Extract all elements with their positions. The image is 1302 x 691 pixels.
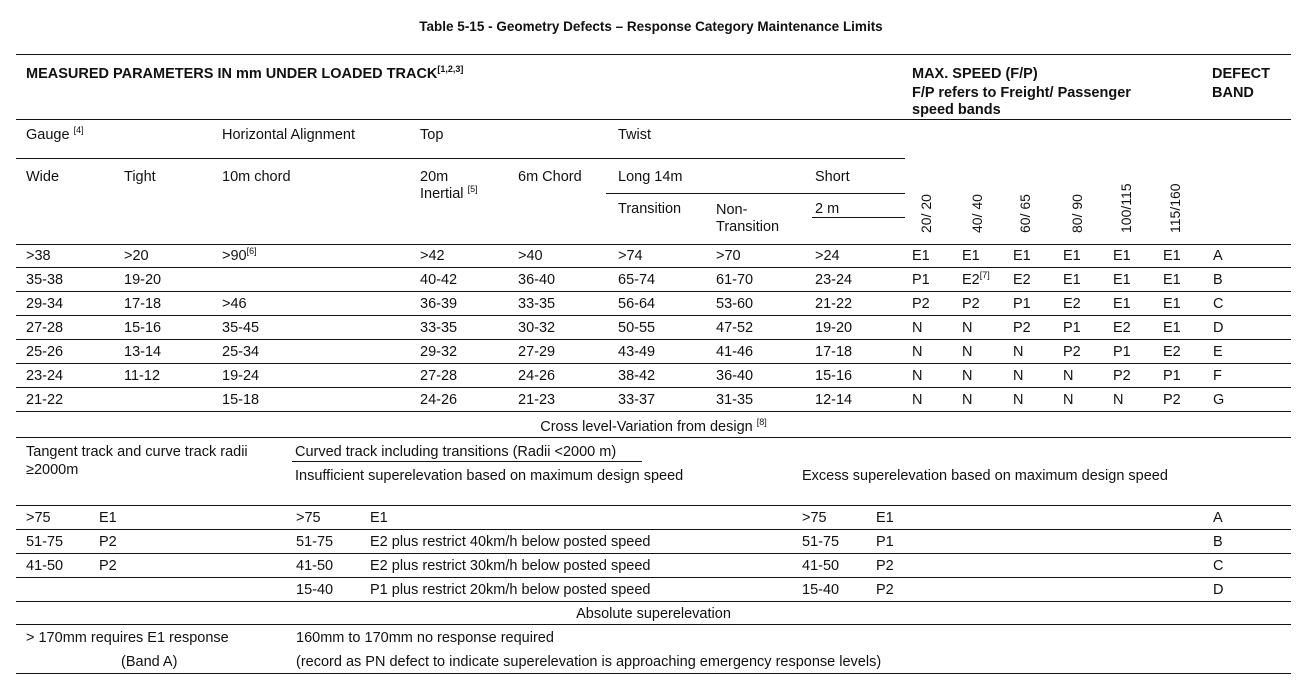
cell-top20: 27-28	[420, 368, 458, 384]
crosslevel-cell-t-val: 41-50	[26, 558, 64, 574]
cell-speed-response: N	[1063, 392, 1074, 408]
cell-nontrans: 53-60	[716, 296, 754, 312]
cell-trans: >74	[618, 248, 643, 264]
row-divider	[16, 387, 1291, 388]
tight-heading: Tight	[124, 169, 156, 185]
cell-speed-response: N	[912, 392, 923, 408]
row-divider	[16, 553, 1291, 554]
cell-top6: 33-35	[518, 296, 556, 312]
cell-defect-band: D	[1213, 320, 1224, 336]
cell-wide: 21-22	[26, 392, 64, 408]
chord6-heading: 6m Chord	[518, 169, 582, 185]
speed-heading: 100/115	[1118, 183, 1134, 233]
cell-speed-response: P1	[1013, 296, 1031, 312]
crosslevel-cell-e-resp: P2	[876, 582, 894, 598]
crosslevel-cell-e-val: >75	[802, 510, 827, 526]
cell-speed-response: E1	[962, 248, 980, 264]
crosslevel-cell-i-resp: E2 plus restrict 40km/h below posted speed	[370, 534, 651, 550]
cell-defect-band: C	[1213, 296, 1224, 312]
cell-defect-band: F	[1213, 368, 1222, 384]
max-speed-heading: MAX. SPEED (F/P)	[912, 66, 1038, 82]
table-title: Table 5-15 - Geometry Defects – Response Category Maintenance Limits	[419, 19, 883, 34]
rule-subheader	[16, 158, 905, 159]
crosslevel-cell-i-val: >75	[296, 510, 321, 526]
cell-wide: 35-38	[26, 272, 64, 288]
cell-top6: 24-26	[518, 368, 556, 384]
short-heading: Short	[815, 169, 850, 185]
cell-speed-response: P2	[912, 296, 930, 312]
crosslevel-cell-e-val: 41-50	[802, 558, 840, 574]
cell-tight: 11-12	[124, 368, 161, 384]
cell-speed-response: N	[1013, 368, 1024, 384]
speed-heading: 40/ 40	[969, 194, 985, 233]
crosslevel-cell-e-resp: E1	[876, 510, 894, 526]
crosslevel-cell-t-resp: P2	[99, 534, 117, 550]
speed-heading: 20/ 20	[918, 194, 934, 233]
cell-h10: >90[6]	[222, 246, 257, 264]
crosslevel-heading: Cross level-Variation from design [8]	[540, 417, 767, 435]
cell-h10: >46	[222, 296, 247, 312]
cell-speed-response: E1	[1163, 320, 1181, 336]
cell-top20: 40-42	[420, 272, 458, 288]
cell-speed-response: P1	[1063, 320, 1081, 336]
transition-heading: Transition	[618, 201, 682, 217]
cell-tight: 17-18	[124, 296, 162, 312]
cell-speed-response: P1	[912, 272, 930, 288]
cell-defect-band: G	[1213, 392, 1225, 408]
row-divider	[16, 577, 1291, 578]
cell-speed-response: E1	[1113, 248, 1131, 264]
rule-crosslevel-data	[16, 505, 1291, 506]
absolute-left: > 170mm requires E1 response	[26, 630, 229, 646]
insufficient-heading: Insufficient superelevation based on maximum design speed	[295, 468, 684, 484]
row-divider	[16, 339, 1291, 340]
cell-nontrans: >70	[716, 248, 741, 264]
curved-heading: Curved track including transitions (Radii <2000 m)	[295, 444, 617, 460]
cell-short: 17-18	[815, 344, 853, 360]
cell-trans: 43-49	[618, 344, 656, 360]
crosslevel-cell-e-val: 15-40	[802, 582, 840, 598]
cell-speed-response: E2	[1013, 272, 1031, 288]
crosslevel-cell-i-resp: E1	[370, 510, 388, 526]
cell-tight: >20	[124, 248, 149, 264]
cell-defect-band: B	[1213, 272, 1223, 288]
cell-speed-response: N	[962, 320, 973, 336]
cell-speed-response: P2	[1063, 344, 1081, 360]
cell-top20: 29-32	[420, 344, 458, 360]
cell-short: >24	[815, 248, 840, 264]
tangent-heading: Tangent track and curve track radii	[26, 444, 248, 460]
cell-speed-response: N	[912, 368, 923, 384]
cell-wide: 25-26	[26, 344, 64, 360]
row-divider	[16, 315, 1291, 316]
cell-speed-response: E1	[1163, 296, 1181, 312]
cell-speed-response: N	[1063, 368, 1074, 384]
rule-twist	[606, 193, 905, 194]
cell-wide: 27-28	[26, 320, 64, 336]
absolute-right-note: (record as PN defect to indicate superelevation is approaching emergency response levels)	[296, 654, 882, 670]
tangent-heading-2: ≥2000m	[26, 462, 79, 478]
top-heading: Top	[420, 127, 444, 143]
cell-speed-response: E1	[1013, 248, 1031, 264]
cell-top20: 36-39	[420, 296, 458, 312]
cell-speed-response: P1	[1163, 368, 1181, 384]
cell-speed-response: E2[7]	[962, 270, 990, 288]
cell-top20: 24-26	[420, 392, 458, 408]
cell-speed-response: E1	[1113, 272, 1131, 288]
crosslevel-cell-band: B	[1213, 534, 1223, 550]
defect-band-heading: DEFECT	[1212, 66, 1270, 82]
cell-wide: 29-34	[26, 296, 64, 312]
cell-speed-response: E2	[1163, 344, 1181, 360]
cell-short: 23-24	[815, 272, 853, 288]
cell-top6: 27-29	[518, 344, 556, 360]
cell-tight: 15-16	[124, 320, 162, 336]
cell-speed-response: E1	[1163, 272, 1181, 288]
row-divider	[16, 601, 1291, 602]
crosslevel-cell-band: C	[1213, 558, 1224, 574]
speed-heading: 115/160	[1167, 183, 1183, 233]
excess-heading: Excess superelevation based on maximum design speed	[802, 468, 1168, 484]
gauge-heading: Gauge [4]	[26, 125, 84, 143]
cell-speed-response: E1	[912, 248, 930, 264]
absolute-right: 160mm to 170mm no response required	[296, 630, 554, 646]
crosslevel-cell-i-resp: E2 plus restrict 30km/h below posted speed	[370, 558, 651, 574]
cell-tight: 19-20	[124, 272, 162, 288]
defect-band-heading-2: BAND	[1212, 85, 1254, 101]
cell-defect-band: E	[1213, 344, 1223, 360]
cell-nontrans: 47-52	[716, 320, 754, 336]
cell-top20: >42	[420, 248, 445, 264]
crosslevel-cell-e-resp: P1	[876, 534, 894, 550]
cell-trans: 33-37	[618, 392, 656, 408]
crosslevel-cell-t-val: >75	[26, 510, 51, 526]
cell-short: 15-16	[815, 368, 853, 384]
cell-short: 12-14	[815, 392, 853, 408]
inertial-heading: 20m	[420, 169, 449, 185]
cell-short: 21-22	[815, 296, 853, 312]
absolute-left-band: (Band A)	[121, 654, 178, 670]
row-divider	[16, 291, 1291, 292]
crosslevel-cell-i-val: 41-50	[296, 558, 334, 574]
rule-bottom	[16, 673, 1291, 674]
non-transition-heading-2: Transition	[716, 219, 780, 235]
cell-top6: 21-23	[518, 392, 556, 408]
cell-short: 19-20	[815, 320, 853, 336]
horizontal-alignment-heading: Horizontal Alignment	[222, 127, 355, 143]
cell-wide: 23-24	[26, 368, 64, 384]
speed-heading: 80/ 90	[1069, 194, 1085, 233]
cell-speed-response: N	[1013, 344, 1024, 360]
cell-speed-response: P2	[1013, 320, 1031, 336]
row-divider	[16, 529, 1291, 530]
cell-top20: 33-35	[420, 320, 458, 336]
row-divider	[16, 411, 1291, 412]
cell-speed-response: P1	[1113, 344, 1131, 360]
cell-defect-band: A	[1213, 248, 1223, 264]
cell-nontrans: 41-46	[716, 344, 754, 360]
cell-speed-response: E1	[1063, 248, 1081, 264]
cell-speed-response: P2	[962, 296, 980, 312]
crosslevel-cell-e-val: 51-75	[802, 534, 840, 550]
rule-absolute	[16, 624, 1291, 625]
twist-heading: Twist	[618, 127, 652, 143]
cell-top6: 30-32	[518, 320, 556, 336]
cell-speed-response: N	[912, 344, 923, 360]
cell-top6: >40	[518, 248, 543, 264]
cell-speed-response: E1	[1063, 272, 1081, 288]
row-divider	[16, 267, 1291, 268]
cell-speed-response: N	[1113, 392, 1124, 408]
long14-heading: Long 14m	[618, 169, 683, 185]
cell-speed-response: E1	[1163, 248, 1181, 264]
rule-curved	[292, 461, 642, 462]
crosslevel-cell-t-resp: P2	[99, 558, 117, 574]
speed-heading: 60/ 65	[1017, 194, 1033, 233]
cell-top6: 36-40	[518, 272, 556, 288]
crosslevel-cell-band: D	[1213, 582, 1224, 598]
rule-data-top	[16, 244, 1291, 245]
crosslevel-cell-i-val: 51-75	[296, 534, 334, 550]
cell-nontrans: 36-40	[716, 368, 754, 384]
cell-h10: 15-18	[222, 392, 260, 408]
crosslevel-cell-i-resp: P1 plus restrict 20km/h below posted speed	[370, 582, 651, 598]
crosslevel-cell-t-val: 51-75	[26, 534, 64, 550]
crosslevel-cell-i-val: 15-40	[296, 582, 334, 598]
cell-h10: 19-24	[222, 368, 260, 384]
rule-top	[16, 54, 1291, 55]
short2m-heading: 2 m	[815, 201, 840, 217]
cell-speed-response: N	[962, 344, 973, 360]
cell-trans: 56-64	[618, 296, 656, 312]
wide-heading: Wide	[26, 169, 60, 185]
cell-trans: 38-42	[618, 368, 656, 384]
non-transition-heading: Non-	[716, 202, 748, 218]
rule-crosslevel	[16, 437, 1291, 438]
max-speed-note: F/P refers to Freight/ Passenger	[912, 85, 1131, 101]
cell-wide: >38	[26, 248, 51, 264]
cell-speed-response: E2	[1113, 320, 1131, 336]
cell-nontrans: 61-70	[716, 272, 754, 288]
crosslevel-cell-t-resp: E1	[99, 510, 117, 526]
crosslevel-cell-e-resp: P2	[876, 558, 894, 574]
cell-speed-response: P2	[1163, 392, 1181, 408]
cell-speed-response: P2	[1113, 368, 1131, 384]
cell-tight: 13-14	[124, 344, 162, 360]
cell-speed-response: N	[962, 368, 973, 384]
rule-header	[16, 119, 1291, 120]
cell-speed-response: N	[1013, 392, 1024, 408]
cell-speed-response: E1	[1113, 296, 1131, 312]
max-speed-note-2: speed bands	[912, 102, 1001, 118]
cell-trans: 65-74	[618, 272, 656, 288]
cell-speed-response: N	[962, 392, 973, 408]
absolute-heading: Absolute superelevation	[576, 606, 731, 622]
cell-h10: 35-45	[222, 320, 260, 336]
row-divider	[16, 363, 1291, 364]
inertial-heading-2: Inertial [5]	[420, 184, 478, 202]
cell-speed-response: E2	[1063, 296, 1081, 312]
crosslevel-cell-band: A	[1213, 510, 1223, 526]
cell-speed-response: N	[912, 320, 923, 336]
cell-trans: 50-55	[618, 320, 656, 336]
chord10-heading: 10m chord	[222, 169, 291, 185]
cell-h10: 25-34	[222, 344, 260, 360]
measured-heading: MEASURED PARAMETERS IN mm UNDER LOADED TRACK[1,2,3]	[26, 64, 464, 82]
rule-short2m	[812, 217, 905, 218]
cell-nontrans: 31-35	[716, 392, 754, 408]
